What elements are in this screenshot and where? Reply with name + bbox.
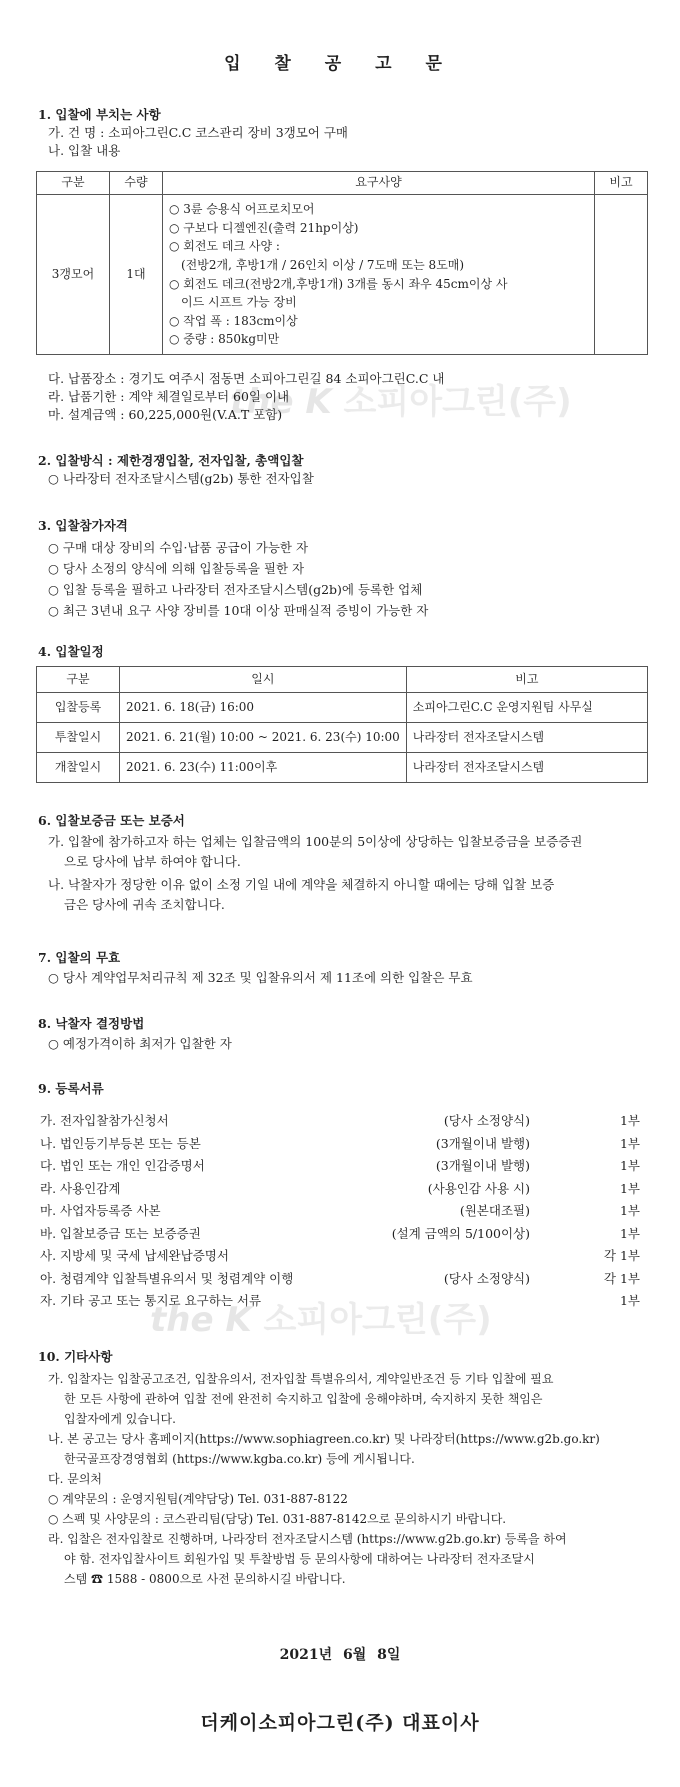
col-header: 일시 bbox=[120, 667, 407, 693]
text-line: 야 함. 전자입찰사이트 회원가입 및 투찰방법 등 문의사항에 대하여는 나라장터 전자조달시 bbox=[64, 1552, 535, 1567]
section-10 bbox=[38, 1348, 648, 1589]
section-4 bbox=[38, 643, 648, 661]
list-item: 자. 기타 공고 또는 통지로 요구하는 서류 1부 bbox=[40, 1293, 640, 1309]
col-header: 비고 bbox=[595, 172, 648, 195]
bullet-line: ○ 구매 대상 장비의 수입·납품 공급이 가능한 자 bbox=[48, 540, 309, 556]
bullet-line: ○ 당사 계약업무처리규칙 제 32조 및 입찰유의서 제 11조에 의한 입찰은 무효 bbox=[48, 970, 473, 986]
spec-table-wrap bbox=[36, 171, 648, 355]
row-note: 나라장터 전자조달시스템 bbox=[406, 723, 647, 753]
requirement-line: (전방2개, 후방1개 / 26인치 이상 / 7도매 또는 8도매) bbox=[181, 257, 465, 272]
table-row bbox=[37, 753, 648, 783]
text-line: 라. 입찰은 전자입찰로 진행하며, 나라장터 전자조달시스템 (https://www.g2b.go.kr) 등록을 하여 bbox=[48, 1532, 567, 1547]
text-line: 한국골프장경영협회 (https://www.kgba.co.kr) 등에 게시됩니다. bbox=[64, 1452, 415, 1467]
col-header: 구분 bbox=[37, 172, 110, 195]
section-1-tail bbox=[38, 370, 648, 424]
documents-list bbox=[40, 1110, 640, 1313]
section-heading: 10. 기타사항 bbox=[38, 1349, 113, 1364]
row-note: 소피아그린C.C 운영지원팀 사무실 bbox=[406, 693, 647, 723]
text-line: 가. 입찰자는 입찰공고조건, 입찰유의서, 전자입찰 특별유의서, 계약일반조건 등 기타 입찰에 필요 bbox=[48, 1372, 554, 1387]
bullet-line: ○ 예정가격이하 최저가 입찰한 자 bbox=[48, 1036, 232, 1052]
delivery-place: 다. 납품장소 : 경기도 여주시 점동면 소피아그린길 84 소피아그린C.C 내 bbox=[48, 371, 445, 386]
col-header: 비고 bbox=[406, 667, 647, 693]
requirement-line: ○ 작업 폭 : 183cm이상 bbox=[169, 313, 298, 328]
requirement-line: 이드 시프트 가능 장비 bbox=[181, 295, 297, 310]
section-6 bbox=[38, 812, 648, 915]
list-item: 나. 법인등기부등본 또는 등본 (3개월이내 발행) 1부 bbox=[40, 1135, 640, 1151]
notice-date: 2021년 6월 8일 bbox=[279, 1647, 401, 1663]
section-2 bbox=[38, 452, 648, 488]
cell-category: 3갱모어 bbox=[37, 195, 110, 355]
row-datetime: 2021. 6. 21(월) 10:00 ~ 2021. 6. 23(수) 10:00 bbox=[120, 723, 407, 753]
signature-line: 더케이소피아그린(주) 대표이사 bbox=[200, 1712, 480, 1734]
requirement-line: ○ 회전도 데크(전방2개,후방1개) 3개를 동시 좌우 45cm이상 사 bbox=[169, 276, 508, 291]
text-line: ○ 스펙 및 사양문의 : 코스관리팀(담당) Tel. 031-887-8142으로 문의하시기 바랍니다. bbox=[48, 1512, 507, 1527]
list-item: 가. 전자입찰참가신청서 (당사 소정양식) 1부 bbox=[40, 1113, 640, 1129]
text-line: ○ 계약문의 : 운영지원팀(계약담당) Tel. 031-887-8122 bbox=[48, 1492, 348, 1507]
section-heading: 8. 낙찰자 결정방법 bbox=[38, 1016, 145, 1031]
list-item: 마. 사업자등록증 사본 (원본대조필) 1부 bbox=[40, 1203, 640, 1219]
section-8 bbox=[38, 1015, 648, 1053]
section-heading: 3. 입찰참가자격 bbox=[38, 518, 128, 533]
text-line: 나. 본 공고는 당사 홈페이지(https://www.sophiagreen.co.kr) 및 나라장터(https://www.g2b.go.kr) bbox=[48, 1432, 600, 1447]
col-header: 수량 bbox=[110, 172, 163, 195]
list-item: 다. 법인 또는 개인 인감증명서 (3개월이내 발행) 1부 bbox=[40, 1158, 640, 1174]
delivery-deadline: 라. 납품기한 : 계약 체결일로부터 60일 이내 bbox=[48, 389, 290, 405]
text-line: 가. 입찰에 참가하고자 하는 업체는 입찰금액의 100분의 5이상에 상당하는 입찰보증금을 보증증권 bbox=[48, 834, 583, 850]
item-title: 가. 건 명 : 소피아그린C.C 코스관리 장비 3갱모어 구매 bbox=[48, 125, 349, 141]
list-item: 바. 입찰보증금 또는 보증증권 (설계 금액의 5/100이상) 1부 bbox=[40, 1225, 640, 1241]
cell-note bbox=[595, 195, 648, 355]
schedule-table bbox=[36, 666, 648, 783]
row-label: 투찰일시 bbox=[37, 723, 120, 753]
row-label: 개찰일시 bbox=[37, 753, 120, 783]
cell-quantity: 1대 bbox=[110, 195, 163, 355]
section-7 bbox=[38, 949, 648, 987]
requirement-line: ○ 구보다 디젤엔진(출력 21hp이상) bbox=[169, 220, 359, 235]
table-row bbox=[37, 723, 648, 753]
schedule-table-wrap bbox=[36, 666, 648, 783]
text-line: 입찰자에게 있습니다. bbox=[64, 1412, 176, 1427]
text-line: 나. 낙찰자가 정당한 이유 없이 소정 기일 내에 계약을 체결하지 아니할 때에는 당해 입찰 보증 bbox=[48, 877, 555, 893]
section-9 bbox=[38, 1080, 648, 1098]
row-datetime: 2021. 6. 23(수) 11:00이후 bbox=[120, 753, 407, 783]
bullet-line: ○ 최근 3년내 요구 사양 장비를 10대 이상 판매실적 증빙이 가능한 자 bbox=[48, 603, 429, 619]
requirement-line: ○ 중량 : 850kg미만 bbox=[169, 332, 280, 347]
col-header: 구분 bbox=[37, 667, 120, 693]
watermark-1: the K 소피아그린(주) bbox=[230, 382, 572, 422]
spec-table bbox=[36, 171, 648, 355]
col-header: 요구사양 bbox=[163, 172, 595, 195]
row-label: 입찰등록 bbox=[37, 693, 120, 723]
row-note: 나라장터 전자조달시스템 bbox=[406, 753, 647, 783]
list-item: 라. 사용인감계 (사용인감 사용 시) 1부 bbox=[40, 1180, 640, 1196]
list-item: 아. 청렴계약 입찰특별유의서 및 청렴계약 이행 (당사 소정양식) 각 1부 bbox=[40, 1270, 640, 1286]
section-heading: 7. 입찰의 무효 bbox=[38, 950, 121, 965]
watermark-2: the K 소피아그린(주) bbox=[150, 1300, 492, 1340]
section-heading: 9. 등록서류 bbox=[38, 1081, 104, 1096]
text-line: 한 모든 사항에 관하여 입찰 전에 완전히 숙지하고 입찰에 응해야하며, 숙지하지 못한 책임은 bbox=[64, 1392, 543, 1407]
row-datetime: 2021. 6. 18(금) 16:00 bbox=[120, 693, 407, 723]
section-heading: 4. 입찰일정 bbox=[38, 644, 104, 659]
item-content-label: 나. 입찰 내용 bbox=[48, 143, 121, 159]
design-amount: 마. 설계금액 : 60,225,000원(V.A.T 포함) bbox=[48, 407, 283, 423]
section-heading: 6. 입찰보증금 또는 보증서 bbox=[38, 813, 185, 828]
section-3 bbox=[38, 517, 648, 621]
table-row bbox=[37, 693, 648, 723]
bullet-line: ○ 당사 소정의 양식에 의해 입찰등록을 필한 자 bbox=[48, 561, 305, 577]
requirement-line: ○ 3륜 승용식 어프로치모어 bbox=[169, 202, 315, 217]
bullet-line: ○ 입찰 등록을 필하고 나라장터 전자조달시스템(g2b)에 등록한 업체 bbox=[48, 582, 423, 598]
cell-requirements bbox=[163, 195, 595, 355]
section-heading: 2. 입찰방식 : 제한경쟁입찰, 전자입찰, 총액입찰 bbox=[38, 453, 304, 468]
text-line: 금은 당사에 귀속 조치합니다. bbox=[64, 897, 225, 913]
list-item: 사. 지방세 및 국세 납세완납증명서 각 1부 bbox=[40, 1248, 640, 1264]
section-1 bbox=[38, 106, 648, 160]
requirement-line: ○ 회전도 데크 사양 : bbox=[169, 239, 280, 254]
section-heading: 1. 입찰에 부치는 사항 bbox=[38, 107, 161, 122]
text-line: 다. 문의처 bbox=[48, 1472, 102, 1487]
page-title: 입 찰 공 고 문 bbox=[224, 54, 456, 74]
text-line: 으로 당사에 납부 하여야 합니다. bbox=[64, 854, 241, 870]
text-line: 스템 ☎ 1588 - 0800으로 사전 문의하시길 바랍니다. bbox=[64, 1572, 346, 1587]
bullet-line: ○ 나라장터 전자조달시스템(g2b) 통한 전자입찰 bbox=[48, 471, 314, 487]
